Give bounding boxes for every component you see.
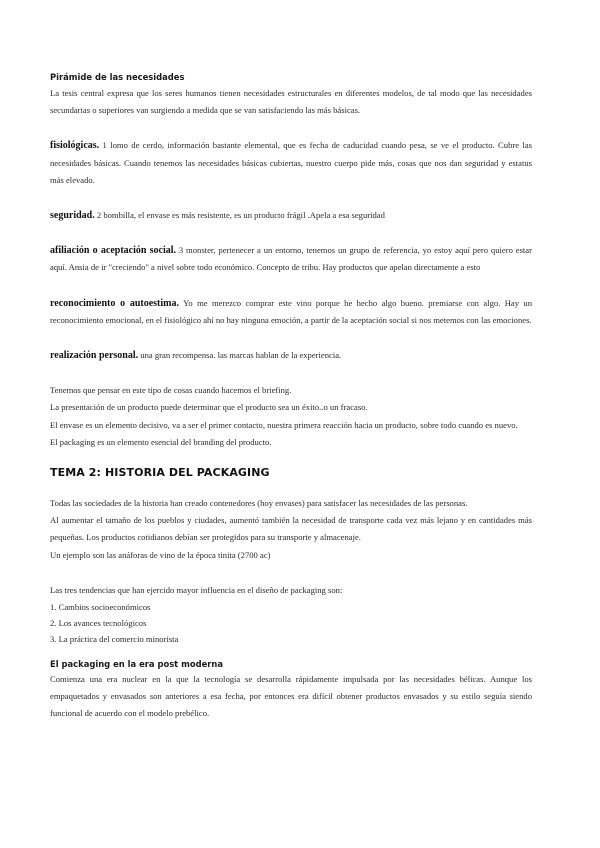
heading-piramide: Pirámide de las necesidades [50,72,185,82]
term-realizacion: realización personal. [50,350,139,362]
paragraph-tendencias: Las tres tendencias que han ejercido mayor influencia en el diseño de packaging son: [50,584,343,595]
paragraph-briefing-1: Tenemos que pensar en este tipo de cosas cuando hacemos el briefing. [50,385,292,396]
paragraph-historia-3: Un ejemplo son las anáforas de vino de la época tinita (2700 ac) [50,549,271,560]
term-fisiologicas: fisiológicas. [50,140,100,152]
heading-tema-2: TEMA 2: HISTORIA DEL PACKAGING [50,466,270,480]
list-item: 3. La práctica del comercio minorista [50,634,179,645]
heading-postmoderna: El packaging en la era post moderna [50,659,224,670]
term-seguridad: seguridad. [50,210,95,222]
paragraph-seguridad [50,207,532,224]
text-fisiologicas: 1 lomo de cerdo, información bastante elemental, que es fecha de caducidad cuando pesa, se ve el producto. Cubre las necesidades básicas. Cuando tenemos las necesidades básicas cubiertas, nuestro cuerpo pide más, cosas que nos dan seguridad y estatus más elevado. [50,140,532,185]
text-realizacion: una gran recompensa. las marcas hablan de la experiencia. [138,350,342,361]
paragraph-historia-1: Todas las sociedades de la historia han creado contenedores (hoy envases) para satisfacer las necesidades de las personas. [50,498,468,509]
term-reconocimiento: reconocimiento o autoestima. [50,297,179,309]
paragraph-intro: La tesis central expresa que los seres humanos tienen necesidades estructurales en diferentes modelos, de tal modo que las necesidades secundarias o superiores van surgiendo a medida que se van satisfaciendo las más básicas. [50,88,532,116]
list-item: 1. Cambios socioeconómicos [50,602,151,613]
paragraph-briefing-2: La presentación de un producto puede determinar que el producto sea un éxito..o un fracaso. [50,402,368,413]
paragraph-briefing-4: El packaging es un elemento esencial del branding del producto. [50,436,272,447]
text-afiliacion: 3 monster, pertenecer a un entorno, tenemos un grupo de referencia, yo estoy aquí pero quiero estar aquí. Ansia de ir "creciendo" a nivel sobre todo económico. Concepto de tribu. Hay productos que apelan directamente a esto [50,245,532,273]
paragraph-realizacion [50,347,532,364]
paragraph-historia-2: Al aumentar el tamaño de los pueblos y ciudades, aumentó también la necesidad de transporte cada vez más lejano y en cantidades más pequeñas. Los productos cotidianos debían ser protegidos para su transporte y almacenaje. [50,515,532,543]
paragraph-fisiologicas [50,137,532,189]
text-seguridad: 2 bombilla, el envase es más resistente, es un producto frágil .Apela a esa seguridad [94,210,385,221]
paragraph-afiliacion [50,242,532,276]
list-item: 2. Los avances tecnológicos [50,618,147,629]
paragraph-postmoderna: Comienza una era nuclear en la que la tecnología se desarrolla rápidamente impulsada por las necesidades bélicas. Aunque los empaquetados y envasados son anteriores a esa fecha, por entonces era difícil obtener productos envasados y su estilo seguía siendo funcional de acuerdo con el modelo prebélico. [50,674,532,719]
text-reconocimiento: Yo me merezco comprar este vino porque he hecho algo bueno. premiarse con algo. Hay un reconocimiento emocional, en el fisiológico ahí no hay ninguna emoción, a partir de la aceptación social si nos metemos con las emociones. [50,297,532,325]
paragraph-briefing-3: El envase es un elemento decisivo, va a ser el primer contacto, nuestra primera reacción hacia un producto, sobre todo cuando es nuevo. [50,419,518,430]
term-afiliacion: afiliación o aceptación social. [50,245,177,257]
paragraph-reconocimiento [50,295,532,329]
